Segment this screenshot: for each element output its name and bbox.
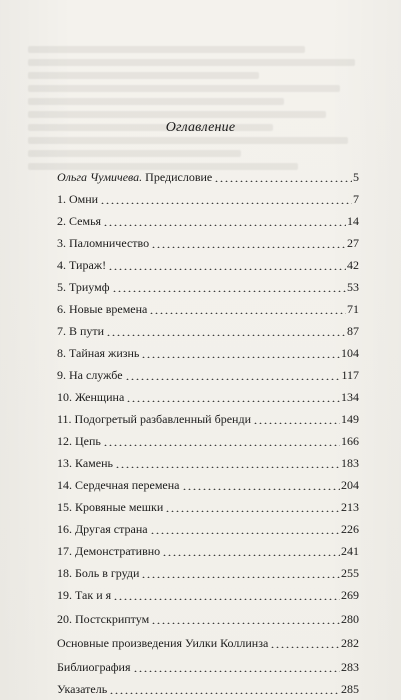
toc-entry-title: 12. Цепь bbox=[57, 434, 101, 448]
toc-entry-page: 149 bbox=[341, 412, 359, 426]
toc-entry-title: Указатель bbox=[57, 682, 108, 696]
toc-entry-title: 1. Омни bbox=[57, 192, 99, 206]
dot-leader bbox=[165, 500, 340, 512]
toc-heading: Оглавление bbox=[165, 120, 236, 135]
toc-entry bbox=[57, 276, 359, 294]
dot-leader bbox=[182, 478, 341, 490]
dot-leader bbox=[109, 682, 340, 694]
toc-entry-page: 204 bbox=[341, 478, 359, 492]
dot-leader bbox=[115, 456, 340, 468]
toc-entry-page: 280 bbox=[341, 612, 359, 626]
dot-leader bbox=[162, 544, 340, 556]
toc-entry bbox=[57, 342, 359, 360]
dot-leader bbox=[151, 236, 346, 248]
toc-entry bbox=[57, 188, 359, 206]
toc-entry-title: 13. Камень bbox=[57, 456, 113, 470]
toc-entry bbox=[57, 298, 359, 316]
toc-entry-page: 283 bbox=[341, 660, 359, 674]
toc-entry-title: 6. Новые времена bbox=[57, 302, 148, 316]
toc-entry-page: 7 bbox=[353, 192, 359, 206]
toc-entry bbox=[57, 518, 359, 536]
toc-entry bbox=[57, 430, 359, 448]
toc-entry bbox=[57, 608, 359, 626]
toc-entry bbox=[57, 364, 359, 382]
toc-entry bbox=[57, 562, 359, 580]
dot-leader bbox=[113, 588, 340, 600]
toc-entry bbox=[57, 232, 359, 250]
toc-entry-page: 42 bbox=[347, 258, 359, 272]
toc-entry-title: 3. Паломничество bbox=[57, 236, 150, 250]
toc-entry-title: 9. На службе bbox=[57, 368, 123, 382]
dot-leader bbox=[141, 346, 340, 358]
dot-leader bbox=[112, 280, 346, 292]
toc-entry-title: 8. Тайная жизнь bbox=[57, 346, 140, 360]
toc-entry-title: 11. Подогретый разбавленный бренди bbox=[57, 412, 251, 426]
dot-leader bbox=[253, 412, 340, 424]
toc-entry-page: 183 bbox=[341, 456, 359, 470]
toc-entry-title: 18. Боль в груди bbox=[57, 566, 140, 580]
toc-entry-title: 16. Другая страна bbox=[57, 522, 148, 536]
toc-entry-title-text: Предисловие bbox=[145, 170, 213, 184]
toc-entry-title: 17. Демонстративно bbox=[57, 544, 161, 558]
dot-leader bbox=[100, 192, 352, 204]
toc-entry-title: 4. Тираж! bbox=[57, 258, 107, 272]
toc-entry-title: 20. Постскриптум bbox=[57, 612, 150, 626]
toc-entry-page: 117 bbox=[341, 368, 359, 382]
toc-entry-title: 15. Кровяные мешки bbox=[57, 500, 164, 514]
toc-entry-title: Библиография bbox=[57, 660, 131, 674]
toc-entry bbox=[57, 166, 359, 184]
toc-entry-page: 104 bbox=[341, 346, 359, 360]
dot-leader bbox=[103, 434, 340, 446]
toc-entry-page: 269 bbox=[341, 588, 359, 602]
dot-leader bbox=[270, 636, 340, 648]
toc-entry bbox=[57, 656, 359, 674]
toc-entry-page: 241 bbox=[341, 544, 359, 558]
dot-leader bbox=[103, 214, 346, 226]
toc-entry bbox=[57, 496, 359, 514]
dot-leader bbox=[151, 612, 340, 624]
toc-entry bbox=[57, 386, 359, 404]
toc-entry-page: 255 bbox=[341, 566, 359, 580]
toc-entry-title: 19. Так и я bbox=[57, 588, 112, 602]
dot-leader bbox=[133, 660, 341, 672]
toc-entry bbox=[57, 320, 359, 338]
toc-entry bbox=[57, 632, 359, 650]
toc-entry-title: 14. Сердечная перемена bbox=[57, 478, 180, 492]
toc-entry-title: 5. Триумф bbox=[57, 280, 110, 294]
toc-entry bbox=[57, 678, 359, 696]
dot-leader bbox=[106, 324, 346, 336]
dot-leader bbox=[126, 390, 340, 402]
dot-leader bbox=[108, 258, 346, 270]
toc-entry bbox=[57, 408, 359, 426]
toc-entry-page: 87 bbox=[347, 324, 359, 338]
toc-entry-title: 10. Женщина bbox=[57, 390, 125, 404]
toc-entry bbox=[57, 474, 359, 492]
toc-entry-page: 226 bbox=[341, 522, 359, 536]
dot-leader bbox=[150, 522, 340, 534]
toc-entry-title bbox=[57, 170, 214, 184]
toc-entry-title: 2. Семья bbox=[57, 214, 102, 228]
toc-entry-page: 282 bbox=[341, 636, 359, 650]
dot-leader bbox=[214, 170, 352, 182]
toc-entry-page: 53 bbox=[347, 280, 359, 294]
toc-entry-page: 285 bbox=[341, 682, 359, 696]
toc-entry-page: 27 bbox=[347, 236, 359, 250]
toc-entry-title: 7. В пути bbox=[57, 324, 105, 338]
toc-entry-title: Основные произведения Уилки Коллинза bbox=[57, 636, 269, 650]
toc-entry bbox=[57, 254, 359, 272]
dot-leader bbox=[125, 368, 341, 380]
toc-entry-page: 166 bbox=[341, 434, 359, 448]
toc-entry-page: 14 bbox=[347, 214, 359, 228]
toc-entry-page: 5 bbox=[353, 170, 359, 184]
toc-entry-page: 134 bbox=[341, 390, 359, 404]
toc-entry bbox=[57, 452, 359, 470]
dot-leader bbox=[141, 566, 340, 578]
dot-leader bbox=[149, 302, 346, 314]
toc-entry bbox=[57, 584, 359, 602]
toc-entry-page: 213 bbox=[341, 500, 359, 514]
toc-entry bbox=[57, 540, 359, 558]
toc-entry bbox=[57, 210, 359, 228]
toc-entry-page: 71 bbox=[347, 302, 359, 316]
toc-entry-author: Ольга Чумичева. bbox=[57, 170, 143, 184]
